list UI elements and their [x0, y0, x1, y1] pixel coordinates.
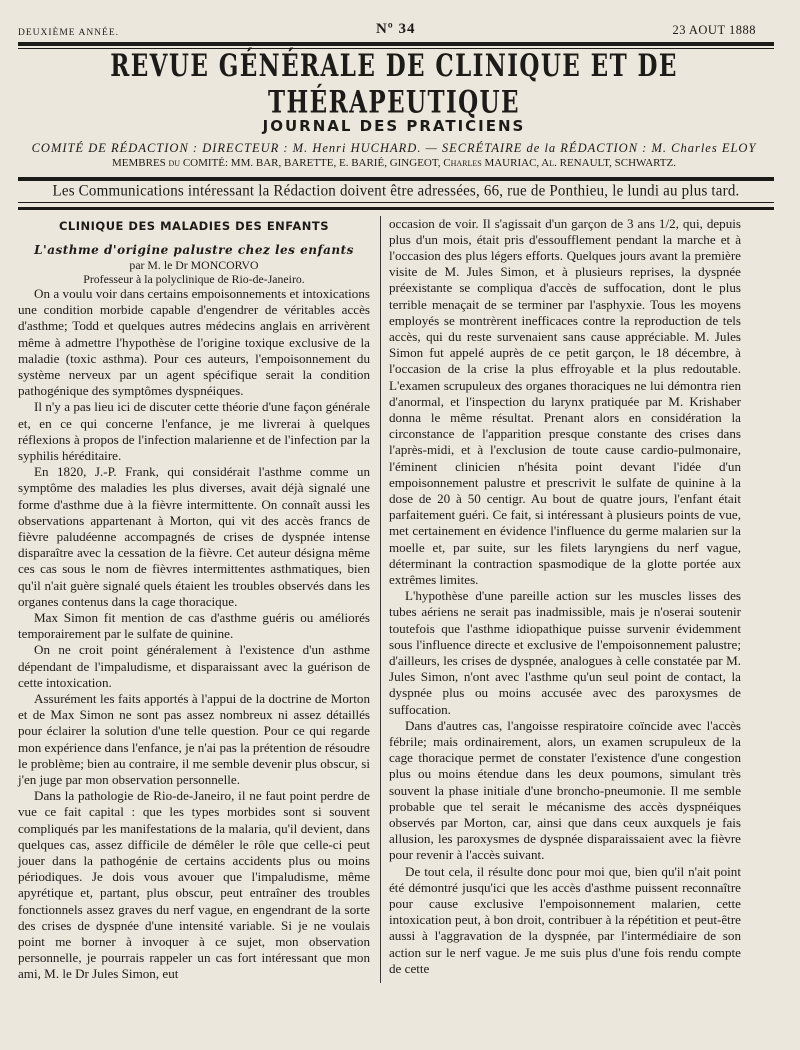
article-columns [18, 216, 774, 983]
journal-title: REVUE GÉNÉRALE DE CLINIQUE ET DE THÉRAPEUTIQUE [110, 47, 678, 121]
editorial-committee [14, 140, 774, 171]
paragraph: occasion de voir. Il s'agissait d'un garçon de 3 ans 1/2, qui, depuis plus d'un mois, était pris d'essoufflement pendant la marche et à l'occasion des plus légers efforts. Quelques jours avant la première visite de M. Jules Simon, et à plusieurs reprises, la dyspnée préexistante se compliqua d'accès de suffocation, dont le plus terrible menaçait de se terminer par l'asphyxie. Tous les moyens employés se montrèrent inefficaces contre la reproduction de tels accès, qui du reste survenaient sans cause appréciable. M. Jules Simon fut appelé auprès de ce petit garçon, le 18 décembre, à l'occasion de la crise la plus effroyable et la plus redoutable. L'examen scrupuleux des organes thoraciques ne lui démontra rien d'anormal, et l'inspection du larynx pratiquée par M. Krishaber donna le même résultat. Prenant alors en considération la circonstance de l'apparition presque constante des crises dans l'après-midi, et à l'exclusion de toute cause cardio-pulmonaire, l'éminent clinicien n'hésita point devant l'idée d'un empoisonnement palustre et prescrivit le sulfate de quinine à la dose de 20 à 50 centigr. Au bout de quatre jours, l'enfant était parfaitement guéri. Ce fait, si intéressant à plusieurs points de vue, met certainement en évidence l'influence du germe malarien sur la moelle et, par suite, sur les filets laryngiens du nerf vague, déterminant la contraction spasmodique de la glotte portée aux extrêmes limites. [389, 215, 741, 588]
communications-notice: Les Communications intéressant la Rédaction doivent être adressées, 66, rue de Ponthieu, le lundi au plus tard. [52, 181, 740, 200]
column-left [18, 216, 370, 983]
article-title: L'asthme d'origine palustre chez les enfants [34, 242, 354, 257]
article-author: par M. le Dr MONCORVO [129, 257, 259, 272]
notice-rule-bottom-thin [18, 202, 774, 203]
paragraph: L'hypothèse d'une pareille action sur les muscles lisses des tubes aériens ne serait pas inadmissible, mais je n'oserai soutenir toutefois que l'asthme idiopathique puisse survenir évidemment sous l'influence directe et exclusive de l'empoisonnement palustre; d'ailleurs, les crises de dyspnée, analogues à celle constatée par M. Jules Simon, n'ont avec l'asthme qu'un seul point de contact, la dyspnée plus ou moins accusée avec des paroxysmes de suffocation. [389, 588, 741, 717]
committee-line-2: MEMBRES du COMITÉ: MM. BAR, BARETTE, E. BARIÉ, GINGEOT, Charles MAURIAC, Al. RENAULT, SCHWARTZ. [111, 157, 676, 170]
article-affiliation: Professeur à la polyclinique de Rio-de-Janeiro. [83, 271, 305, 286]
paragraph: Assurément les faits apportés à l'appui de la doctrine de Morton et de Max Simon ne sont pas assez nombreux ni assez détaillés pour éclairer la solution d'une telle question. Pour ce qui regarde mon expérience dans l'enfance, je n'ai pas la prétention de résoudre le problème; bien au contraire, il me semble devenir plus obscur, si j'en juge par mon observation personnelle. [18, 691, 370, 788]
section-title: CLINIQUE DES MALADIES DES ENFANTS [58, 218, 329, 233]
issue-year: DEUXIÈME ANNÉE. [18, 28, 120, 38]
masthead [14, 47, 774, 135]
column-divider [380, 216, 381, 983]
paragraph: De tout cela, il résulte donc pour moi que, bien qu'il n'ait point été démontré jusqu'ici que les accès d'asthme puissent reconnaître pour cause exclusive l'empoisonnement malarien, cette intoxication peut, à bon droit, contribuer à la répétition et peut-être aussi à l'aggravation de la dyspnée, par l'intermédiaire de son action sur le nerf vague. Je me suis plus d'une fois rendu compte de cette [389, 863, 741, 976]
paragraph: On a voulu voir dans certains empoisonnements et intoxications une condition morbide capable d'engendrer de véritables accès d'asthme; Todd et quelques autres médecins anglais en arrivèrent même à admettre l'hypothèse de l'origine toxique exclusive de la maladie (toxic asthma). Pour ces auteurs, l'empoisonnement du système nerveux par un agent spécifique serait la condition pathogénique des symptômes dyspnéiques. [18, 285, 370, 399]
paragraph: On ne croit point généralement à l'existence d'un asthme dépendant de l'impaludisme, et disparaissant avec la guérison de cette intoxication. [18, 642, 370, 690]
notice-rule-bottom [18, 207, 774, 210]
paragraph: Dans d'autres cas, l'angoisse respiratoire coïncide avec l'accès fébrile; mais ordinairement, alors, un examen scrupuleux de la cage thoracique permet de constater l'existence d'une congestion plus ou moins étendue dans les deux poumons, simulant très souvent la phase initiale d'une broncho-pneumonie. Il me semble probable que tel serait le mécanisme des accès dyspnéiques observés par Morton, car, ainsi que dans ceux auxquels je fais allusion, les paroxysmes de dyspnée disparaissaient avec la fièvre pour revenir à l'accès suivant. [389, 717, 741, 863]
notice-rule-top [18, 177, 774, 181]
paragraph: Dans la pathologie de Rio-de-Janeiro, il ne faut point perdre de vue ce fait capital : que les types morbides sont si souvent compliqués par les manifestations de la malaria, qu'il devient, dans quelques cas, assez difficile de démêler le rôle que celle-ci peut jouer dans la pathogénie de certains accidents plus ou moins périodiques. Je dois vous avouer que l'impaludisme, même apyrétique et, partant, plus obscur, peut entraîner des troubles fonctionnels assez graves du nerf vague, en engendrant de la sorte des crises de dyspnée d'une intensité variable. Si je ne voulais point me borner à invoquer à ce sujet, mon observation personnelle, je pourrais rappeler un cas fort intéressant que mon ami, M. le Dr Jules Simon, eut [18, 788, 370, 982]
issue-date: 23 AOUT 1888 [672, 23, 756, 37]
column-right [389, 216, 741, 983]
committee-line-1: COMITÉ DE RÉDACTION : DIRECTEUR : M. Henri HUCHARD. — SECRÉTAIRE de la RÉDACTION : M. Charles ELOY [31, 141, 757, 155]
paragraph: Max Simon fit mention de cas d'asthme guéris ou améliorés temporairement par le sulfate de quinine. [18, 610, 370, 642]
top-bar [14, 0, 774, 38]
journal-subtitle: JOURNAL DES PRATICIENS [262, 117, 526, 135]
paragraph: En 1820, J.-P. Frank, qui considérait l'asthme comme un symptôme des maladies les plus diverses, avait déjà signalé une forme d'asthme due à la fièvre intermittente. On connaît aussi les observations appartenant à Morton, qui vit des accès francs de fièvre paludéenne accompagnés de crises de dyspnée intense disparaître avec la cessation de la fièvre. Cet auteur désigna même ces cas sous le nom de fièvres intermittentes asthmatiques, bien qu'il n'ait guère signalé quels étaient les troubles observés dans les organes contenus dans la cage thoracique. [18, 464, 370, 609]
issue-number: Nº 34 [375, 21, 416, 37]
paragraph: Il n'y a pas lieu ici de discuter cette théorie d'une façon générale et, en ce qui concerne l'enfance, je me livrerai à quelques réflexions à propos de l'infection malarienne et de l'infection par la syphilis héréditaire. [18, 399, 370, 463]
header-rule [18, 42, 774, 46]
